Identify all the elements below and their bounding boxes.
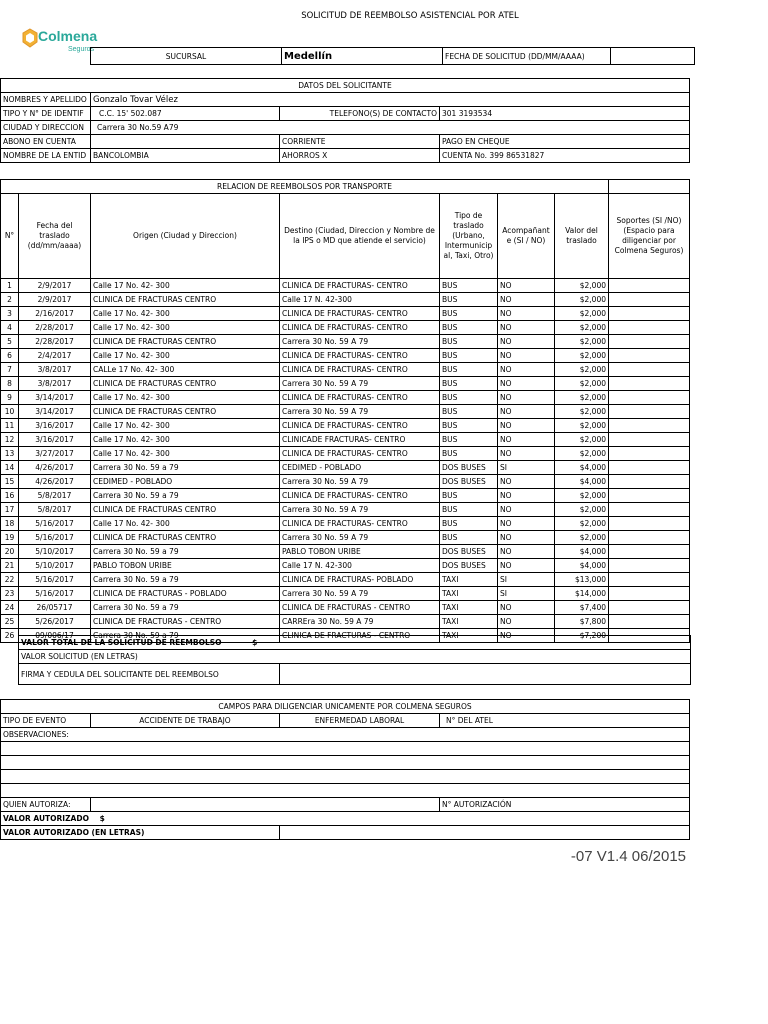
table-row	[1, 489, 690, 503]
row-origen[interactable]: Calle 17 No. 42- 300	[91, 349, 280, 363]
valor-total-label	[19, 636, 280, 650]
row-origen[interactable]: Carrera 30 No. 59 a 79	[91, 461, 280, 475]
reembolsos-rows	[1, 279, 690, 643]
col-tipo-header: Tipo de traslado (Urbano, Intermunicip al, Taxi, Otro)	[440, 194, 498, 279]
sucursal-value[interactable]: Medellín	[282, 48, 443, 65]
row-acompanante[interactable]: NO	[498, 349, 555, 363]
row-tipo[interactable]: BUS	[440, 377, 498, 391]
table-row	[1, 335, 690, 349]
row-soportes[interactable]	[609, 531, 690, 545]
row-number[interactable]: 14	[1, 461, 19, 475]
row-valor[interactable]: $7,200	[555, 629, 609, 643]
row-acompanante[interactable]: NO	[498, 531, 555, 545]
row-origen[interactable]: Carrera 30 No. 59 a 79	[91, 545, 280, 559]
row-fecha[interactable]: 3/8/2017	[19, 377, 91, 391]
row-fecha[interactable]: 5/10/2017	[19, 545, 91, 559]
row-number[interactable]: 7	[1, 363, 19, 377]
pago-cheque-option[interactable]: PAGO EN CHEQUE	[440, 135, 690, 149]
observaciones-line-4[interactable]	[1, 784, 690, 798]
firma-label: FIRMA Y CEDULA DEL SOLICITANTE DEL REEMBOLSO	[19, 664, 280, 685]
row-soportes[interactable]	[609, 517, 690, 531]
table-row	[1, 559, 690, 573]
row-acompanante[interactable]: NO	[498, 601, 555, 615]
row-tipo[interactable]: BUS	[440, 531, 498, 545]
row-destino[interactable]: CLINICA DE FRACTURAS- CENTRO	[280, 363, 440, 377]
row-tipo[interactable]: BUS	[440, 335, 498, 349]
row-destino[interactable]: PABLO TOBON URIBE	[280, 545, 440, 559]
colmena-title: CAMPOS PARA DILIGENCIAR UNICAMENTE POR COLMENA SEGUROS	[1, 700, 690, 714]
row-acompanante[interactable]: NO	[498, 475, 555, 489]
row-acompanante[interactable]: NO	[498, 279, 555, 293]
row-soportes[interactable]	[609, 461, 690, 475]
row-origen[interactable]: CLINICA DE FRACTURAS CENTRO	[91, 503, 280, 517]
row-destino[interactable]: Carrera 30 No. 59 A 79	[280, 377, 440, 391]
row-tipo[interactable]: TAXI	[440, 629, 498, 643]
row-number[interactable]: 6	[1, 349, 19, 363]
row-origen[interactable]: CALLe 17 No. 42- 300	[91, 363, 280, 377]
row-number[interactable]: 10	[1, 405, 19, 419]
row-soportes[interactable]	[609, 503, 690, 517]
row-acompanante[interactable]: NO	[498, 489, 555, 503]
row-fecha[interactable]: 3/14/2017	[19, 391, 91, 405]
row-origen[interactable]: Calle 17 No. 42- 300	[91, 307, 280, 321]
observaciones-line-2[interactable]	[1, 756, 690, 770]
table-row	[1, 391, 690, 405]
row-number[interactable]: 2	[1, 293, 19, 307]
row-tipo[interactable]: BUS	[440, 279, 498, 293]
row-acompanante[interactable]: NO	[498, 363, 555, 377]
row-origen[interactable]: CLINICA DE FRACTURAS CENTRO	[91, 405, 280, 419]
row-number[interactable]: 19	[1, 531, 19, 545]
row-origen[interactable]: Calle 17 No. 42- 300	[91, 433, 280, 447]
table-row	[1, 433, 690, 447]
row-acompanante[interactable]: NO	[498, 405, 555, 419]
table-row	[1, 293, 690, 307]
row-destino[interactable]: Calle 17 N. 42-300	[280, 293, 440, 307]
row-soportes[interactable]	[609, 405, 690, 419]
row-destino[interactable]: CLINICADE FRACTURAS- CENTRO	[280, 433, 440, 447]
observaciones-line-3[interactable]	[1, 770, 690, 784]
row-acompanante[interactable]: NO	[498, 391, 555, 405]
row-tipo[interactable]: BUS	[440, 363, 498, 377]
row-number[interactable]: 3	[1, 307, 19, 321]
row-fecha[interactable]: 26/05717	[19, 601, 91, 615]
table-row	[1, 587, 690, 601]
row-destino[interactable]: Carrera 30 No. 59 A 79	[280, 475, 440, 489]
reembolsos-table	[0, 179, 690, 643]
row-fecha[interactable]: 3/8/2017	[19, 363, 91, 377]
row-destino[interactable]: CLINICA DE FRACTURAS- CENTRO	[280, 517, 440, 531]
quien-autoriza-value[interactable]	[91, 798, 440, 812]
totales-table	[18, 635, 691, 685]
cuenta-value[interactable]: CUENTA No. 399 86531827	[440, 149, 690, 163]
colmena-logo-icon	[22, 28, 38, 48]
table-row	[1, 573, 690, 587]
row-soportes[interactable]	[609, 293, 690, 307]
valor-autorizado-label: VALOR AUTORIZADO	[3, 814, 89, 823]
row-origen[interactable]: CLINICA DE FRACTURAS CENTRO	[91, 531, 280, 545]
form-title: SOLICITUD DE REEMBOLSO ASISTENCIAL POR ATEL	[301, 11, 519, 21]
row-number[interactable]: 24	[1, 601, 19, 615]
row-number[interactable]: 1	[1, 279, 19, 293]
col-valor-header: Valor del traslado	[555, 194, 609, 279]
row-acompanante[interactable]: NO	[498, 503, 555, 517]
row-tipo[interactable]: BUS	[440, 517, 498, 531]
table-row	[1, 601, 690, 615]
row-fecha[interactable]: 4/26/2017	[19, 475, 91, 489]
tipo-evento-label: TIPO DE EVENTO	[1, 714, 91, 728]
table-row	[1, 363, 690, 377]
row-valor[interactable]: $4,000	[555, 545, 609, 559]
entidad-value[interactable]: BANCOLOMBIA	[91, 149, 280, 163]
row-tipo[interactable]: BUS	[440, 489, 498, 503]
row-valor[interactable]: $2,000	[555, 419, 609, 433]
row-valor[interactable]: $2,000	[555, 377, 609, 391]
row-fecha[interactable]: 5/16/2017	[19, 587, 91, 601]
row-origen[interactable]: Calle 17 No. 42- 300	[91, 517, 280, 531]
row-origen[interactable]: CLINICA DE FRACTURAS - CENTRO	[91, 615, 280, 629]
valor-total-value[interactable]	[280, 636, 691, 650]
row-valor[interactable]: $2,000	[555, 321, 609, 335]
row-valor[interactable]: $4,000	[555, 475, 609, 489]
row-fecha[interactable]: 5/8/2017	[19, 489, 91, 503]
row-acompanante[interactable]: SI	[498, 573, 555, 587]
enfermedad-option[interactable]: ENFERMEDAD LABORAL	[280, 714, 440, 728]
row-soportes[interactable]	[609, 475, 690, 489]
row-destino[interactable]: Carrera 30 No. 59 A 79	[280, 531, 440, 545]
row-soportes[interactable]	[609, 601, 690, 615]
table-row	[1, 461, 690, 475]
row-number[interactable]: 5	[1, 335, 19, 349]
row-tipo[interactable]: TAXI	[440, 573, 498, 587]
tipo-identif-value[interactable]: C.C. 15' 502.087	[91, 107, 280, 121]
colmena-logo	[22, 26, 98, 58]
row-soportes[interactable]	[609, 279, 690, 293]
table-row	[1, 321, 690, 335]
accidente-option[interactable]: ACCIDENTE DE TRABAJO	[91, 714, 280, 728]
valor-letras-label[interactable]: VALOR SOLICITUD (EN LETRAS)	[19, 650, 691, 664]
col-fecha-header: Fecha del traslado (dd/mm/aaaa)	[19, 194, 91, 279]
row-number[interactable]: 18	[1, 517, 19, 531]
row-soportes[interactable]	[609, 307, 690, 321]
table-row	[1, 307, 690, 321]
row-valor[interactable]: $2,000	[555, 531, 609, 545]
row-tipo[interactable]: TAXI	[440, 587, 498, 601]
row-fecha[interactable]: 09/006/17	[19, 629, 91, 643]
observaciones-label[interactable]: OBSERVACIONES:	[1, 728, 690, 742]
row-fecha[interactable]: 3/16/2017	[19, 433, 91, 447]
row-acompanante[interactable]: NO	[498, 559, 555, 573]
row-fecha[interactable]: 2/4/2017	[19, 349, 91, 363]
valor-autorizado-letras-value[interactable]	[280, 826, 690, 840]
row-valor[interactable]: $7,400	[555, 601, 609, 615]
ciudad-label: CIUDAD Y DIRECCION	[1, 121, 91, 135]
row-origen[interactable]: CLINICA DE FRACTURAS CENTRO	[91, 293, 280, 307]
row-valor[interactable]: $2,000	[555, 433, 609, 447]
row-tipo[interactable]: DOS BUSES	[440, 461, 498, 475]
sucursal-label: SUCURSAL	[91, 48, 282, 65]
corriente-option[interactable]: CORRIENTE	[280, 135, 440, 149]
row-fecha[interactable]: 5/26/2017	[19, 615, 91, 629]
row-tipo[interactable]: BUS	[440, 391, 498, 405]
table-row	[1, 531, 690, 545]
row-acompanante[interactable]: SI	[498, 587, 555, 601]
row-fecha[interactable]: 2/28/2017	[19, 335, 91, 349]
fecha-solicitud-value[interactable]	[611, 48, 695, 65]
row-valor[interactable]: $2,000	[555, 279, 609, 293]
row-valor[interactable]: $4,000	[555, 461, 609, 475]
row-fecha[interactable]: 2/9/2017	[19, 279, 91, 293]
telefono-label: TELEFONO(S) DE CONTACTO	[280, 107, 440, 121]
row-destino[interactable]: CEDIMED - POBLADO	[280, 461, 440, 475]
row-acompanante[interactable]: NO	[498, 377, 555, 391]
col-acomp-header: Acompañant e (SI / NO)	[498, 194, 555, 279]
row-destino[interactable]: CLINICA DE FRACTURAS- CENTRO	[280, 447, 440, 461]
row-acompanante[interactable]: NO	[498, 629, 555, 643]
row-soportes[interactable]	[609, 321, 690, 335]
row-origen[interactable]: CLINICA DE FRACTURAS - POBLADO	[91, 587, 280, 601]
valor-autorizado-currency: $	[99, 814, 105, 823]
row-soportes[interactable]	[609, 363, 690, 377]
row-origen[interactable]: Carrera 30 No. 59 a 79	[91, 629, 280, 643]
row-fecha[interactable]: 5/10/2017	[19, 559, 91, 573]
row-fecha[interactable]: 3/16/2017	[19, 419, 91, 433]
table-row	[1, 503, 690, 517]
row-valor[interactable]: $4,000	[555, 559, 609, 573]
row-origen[interactable]: Calle 17 No. 42- 300	[91, 279, 280, 293]
observaciones-line-1[interactable]	[1, 742, 690, 756]
row-valor[interactable]: $2,000	[555, 349, 609, 363]
row-soportes[interactable]	[609, 377, 690, 391]
row-origen[interactable]: Carrera 30 No. 59 a 79	[91, 573, 280, 587]
row-acompanante[interactable]: NO	[498, 321, 555, 335]
row-acompanante[interactable]: NO	[498, 545, 555, 559]
col-soportes-header: Soportes (SI /NO) (Espacio para diligenciar por Colmena Seguros)	[609, 194, 690, 279]
row-origen[interactable]: CLINICA DE FRACTURAS CENTRO	[91, 335, 280, 349]
row-valor[interactable]: $2,000	[555, 503, 609, 517]
row-tipo[interactable]: DOS BUSES	[440, 475, 498, 489]
row-origen[interactable]: Calle 17 No. 42- 300	[91, 419, 280, 433]
row-tipo[interactable]: BUS	[440, 433, 498, 447]
row-number[interactable]: 22	[1, 573, 19, 587]
row-origen[interactable]: CLINICA DE FRACTURAS CENTRO	[91, 377, 280, 391]
row-tipo[interactable]: BUS	[440, 349, 498, 363]
row-valor[interactable]: $14,000	[555, 587, 609, 601]
row-fecha[interactable]: 5/16/2017	[19, 517, 91, 531]
row-tipo[interactable]: DOS BUSES	[440, 559, 498, 573]
row-acompanante[interactable]: NO	[498, 615, 555, 629]
nombres-label: NOMBRES Y APELLIDO	[1, 93, 91, 107]
table-row	[1, 405, 690, 419]
row-soportes[interactable]	[609, 335, 690, 349]
ahorros-option[interactable]: AHORROS X	[280, 149, 440, 163]
row-fecha[interactable]: 3/14/2017	[19, 405, 91, 419]
row-tipo[interactable]: BUS	[440, 293, 498, 307]
n-atel-label[interactable]: N° DEL ATEL	[440, 714, 690, 728]
table-row	[1, 279, 690, 293]
row-tipo[interactable]: BUS	[440, 307, 498, 321]
row-destino[interactable]: CARREra 30 No. 59 A 79	[280, 615, 440, 629]
row-fecha[interactable]: 3/27/2017	[19, 447, 91, 461]
row-origen[interactable]: Carrera 30 No. 59 a 79	[91, 601, 280, 615]
fecha-solicitud-label: FECHA DE SOLICITUD (DD/MM/AAAA)	[443, 48, 611, 65]
row-fecha[interactable]: 2/16/2017	[19, 307, 91, 321]
table-row	[1, 615, 690, 629]
telefono-value[interactable]: 301 3193534	[440, 107, 690, 121]
row-soportes[interactable]	[609, 587, 690, 601]
row-fecha[interactable]: 2/9/2017	[19, 293, 91, 307]
row-soportes[interactable]	[609, 559, 690, 573]
entidad-label: NOMBRE DE LA ENTID	[1, 149, 91, 163]
header-table	[90, 47, 695, 65]
logo-name: Colmena	[38, 28, 98, 44]
row-valor[interactable]: $2,000	[555, 517, 609, 531]
row-destino[interactable]: Calle 17 N. 42-300	[280, 559, 440, 573]
row-number[interactable]: 23	[1, 587, 19, 601]
row-number[interactable]: 12	[1, 433, 19, 447]
row-valor[interactable]: $2,000	[555, 447, 609, 461]
row-destino[interactable]: CLINICA DE FRACTURAS- CENTRO	[280, 419, 440, 433]
solicitante-title: DATOS DEL SOLICITANTE	[1, 79, 690, 93]
row-valor[interactable]: $7,800	[555, 615, 609, 629]
row-number[interactable]: 11	[1, 419, 19, 433]
ciudad-value[interactable]: Carrera 30 No.59 A79	[91, 121, 690, 135]
row-destino[interactable]: Carrera 30 No. 59 A 79	[280, 335, 440, 349]
row-destino[interactable]: Carrera 30 No. 59 A 79	[280, 503, 440, 517]
row-tipo[interactable]: TAXI	[440, 601, 498, 615]
row-number[interactable]: 25	[1, 615, 19, 629]
col-destino-header: Destino (Ciudad, Direccion y Nombre de la IPS o MD que atiende el servicio)	[280, 194, 440, 279]
table-row	[1, 475, 690, 489]
tipo-identif-label: TIPO Y N° DE IDENTIF	[1, 107, 91, 121]
row-destino[interactable]: CLINICA DE FRACTURAS- CENTRO	[280, 349, 440, 363]
row-tipo[interactable]: BUS	[440, 419, 498, 433]
row-fecha[interactable]: 5/8/2017	[19, 503, 91, 517]
row-tipo[interactable]: BUS	[440, 405, 498, 419]
row-acompanante[interactable]: NO	[498, 307, 555, 321]
col-n-header: N°	[1, 194, 19, 279]
row-number[interactable]: 13	[1, 447, 19, 461]
row-tipo[interactable]: BUS	[440, 321, 498, 335]
row-soportes[interactable]	[609, 419, 690, 433]
row-destino[interactable]: CLINICA DE FRACTURAS - CENTRO	[280, 629, 440, 643]
row-destino[interactable]: CLINICA DE FRACTURAS- CENTRO	[280, 391, 440, 405]
row-fecha[interactable]: 5/16/2017	[19, 531, 91, 545]
row-valor[interactable]: $13,000	[555, 573, 609, 587]
row-origen[interactable]: CEDIMED - POBLADO	[91, 475, 280, 489]
n-autorizacion-label[interactable]: N° AUTORIZACIÓN	[440, 798, 690, 812]
row-valor[interactable]: $2,000	[555, 307, 609, 321]
reembolsos-title: RELACION DE REEMBOLSOS POR TRANSPORTE	[1, 180, 609, 194]
row-destino[interactable]: CLINICA DE FRACTURAS- CENTRO	[280, 321, 440, 335]
row-tipo[interactable]: BUS	[440, 447, 498, 461]
row-soportes[interactable]	[609, 391, 690, 405]
row-acompanante[interactable]: NO	[498, 419, 555, 433]
table-row	[1, 517, 690, 531]
row-soportes[interactable]	[609, 573, 690, 587]
row-valor[interactable]: $2,000	[555, 391, 609, 405]
row-acompanante[interactable]: NO	[498, 433, 555, 447]
valor-total-text: VALOR TOTAL DE LA SOLICITUD DE REEMBOLSO	[21, 638, 222, 647]
row-valor[interactable]: $2,000	[555, 293, 609, 307]
form-version-code: -07 V1.4 06/2015	[570, 848, 686, 865]
row-valor[interactable]: $2,000	[555, 363, 609, 377]
row-origen[interactable]: Calle 17 No. 42- 300	[91, 447, 280, 461]
row-number[interactable]: 16	[1, 489, 19, 503]
row-acompanante[interactable]: NO	[498, 335, 555, 349]
row-fecha[interactable]: 2/28/2017	[19, 321, 91, 335]
table-row	[1, 447, 690, 461]
row-number[interactable]: 8	[1, 377, 19, 391]
table-row	[1, 545, 690, 559]
row-destino[interactable]: CLINICA DE FRACTURAS- CENTRO	[280, 489, 440, 503]
row-destino[interactable]: CLINICA DE FRACTURAS- CENTRO	[280, 279, 440, 293]
row-number[interactable]: 4	[1, 321, 19, 335]
row-tipo[interactable]: TAXI	[440, 615, 498, 629]
row-destino[interactable]: Carrera 30 No. 59 A 79	[280, 587, 440, 601]
row-soportes[interactable]	[609, 615, 690, 629]
row-soportes[interactable]	[609, 433, 690, 447]
row-fecha[interactable]: 4/26/2017	[19, 461, 91, 475]
row-destino[interactable]: CLINICA DE FRACTURAS- POBLADO	[280, 573, 440, 587]
row-soportes[interactable]	[609, 349, 690, 363]
solicitante-table	[0, 78, 690, 163]
row-number[interactable]: 15	[1, 475, 19, 489]
row-origen[interactable]: Carrera 30 No. 59 a 79	[91, 489, 280, 503]
row-number[interactable]: 26	[1, 629, 19, 643]
row-soportes[interactable]	[609, 489, 690, 503]
abono-label: ABONO EN CUENTA	[1, 135, 91, 149]
row-tipo[interactable]: BUS	[440, 503, 498, 517]
row-number[interactable]: 17	[1, 503, 19, 517]
row-destino[interactable]: Carrera 30 No. 59 A 79	[280, 405, 440, 419]
quien-autoriza-label: QUIEN AUTORIZA:	[1, 798, 91, 812]
table-row	[1, 377, 690, 391]
row-destino[interactable]: CLINICA DE FRACTURAS - CENTRO	[280, 601, 440, 615]
valor-autorizado-letras-label: VALOR AUTORIZADO (EN LETRAS)	[1, 826, 280, 840]
row-soportes[interactable]	[609, 545, 690, 559]
row-acompanante[interactable]: NO	[498, 447, 555, 461]
colmena-table	[0, 699, 690, 840]
row-valor[interactable]: $2,000	[555, 335, 609, 349]
row-destino[interactable]: CLINICA DE FRACTURAS- CENTRO	[280, 307, 440, 321]
firma-value[interactable]	[280, 664, 691, 685]
row-acompanante[interactable]: NO	[498, 517, 555, 531]
row-acompanante[interactable]: NO	[498, 293, 555, 307]
row-soportes[interactable]	[609, 447, 690, 461]
nombres-value[interactable]: Gonzalo Tovar Vélez	[91, 93, 690, 107]
row-fecha[interactable]: 5/16/2017	[19, 573, 91, 587]
valor-autorizado-row[interactable]	[1, 812, 690, 826]
row-origen[interactable]: Calle 17 No. 42- 300	[91, 391, 280, 405]
row-number[interactable]: 9	[1, 391, 19, 405]
row-valor[interactable]: $2,000	[555, 489, 609, 503]
table-row	[1, 419, 690, 433]
row-acompanante[interactable]: SI	[498, 461, 555, 475]
row-number[interactable]: 21	[1, 559, 19, 573]
abono-value[interactable]	[91, 135, 280, 149]
valor-total-currency: $	[252, 638, 258, 647]
col-origen-header: Origen (Ciudad y Direccion)	[91, 194, 280, 279]
row-tipo[interactable]: DOS BUSES	[440, 545, 498, 559]
row-valor[interactable]: $2,000	[555, 405, 609, 419]
row-origen[interactable]: PABLO TOBON URIBE	[91, 559, 280, 573]
logo-sub: Seguros	[68, 46, 95, 53]
row-origen[interactable]: Calle 17 No. 42- 300	[91, 321, 280, 335]
row-number[interactable]: 20	[1, 545, 19, 559]
table-row	[1, 349, 690, 363]
